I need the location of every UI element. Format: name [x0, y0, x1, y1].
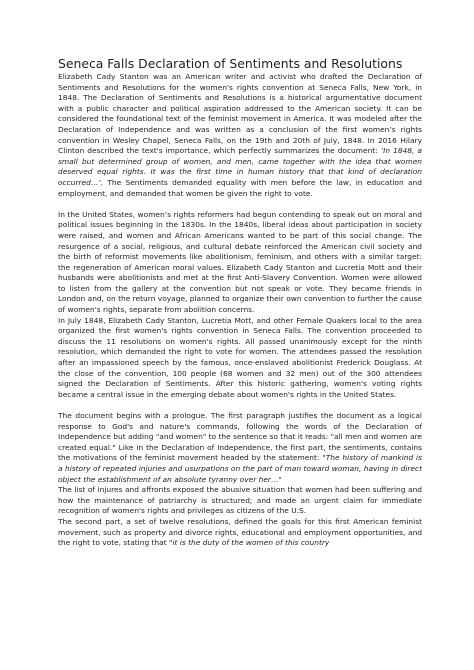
section-gap [58, 400, 422, 411]
text-run: The document begins with a prologue. The first paragraph justifies the document as a logical response to God's and nature's commands, following the words of the Declaration of Independence but adding "and women" to the sentence so that it reads: "all men and women are created equal." Like in the Declaration of Independence, the first part, the sentiments, contains the motivations of the feminist movement headed by the statement: [58, 411, 422, 463]
text-run: Elizabeth Cady Stanton was an American writer and activist who drafted the Declaration of Sentiments and Resolutions for the women's rights convention at Seneca Falls, New York, in 1848. The Declaration of Sentiments and Resolutions is a historical argumentative document with a public character and political aspiration addressed to the American society. It can be considered the foundational text of the feminist movement in America. It was modeled after the Declaration of Independence and was written as a conclusion of the first women’s rights convention in Wesley Chapel, Seneca Falls, on the 19th and 20th of July, 1848. In 2016 Hilary Clinton described the text's importance, which perfectly summarizes the document: [58, 72, 422, 156]
paragraph [58, 485, 422, 517]
paragraph [58, 411, 422, 485]
paragraph [58, 72, 422, 199]
text-run: In July 1848, Elizabeth Cady Stanton, Lucretia Mott, and other Female Quakers local to the area organized the first women's rights convention in Seneca Falls. The convention proceeded to discuss the 11 resolutions on women's rights. All passed unanimously except for the ninth resolution, which demanded the right to vote for women. The attendees passed the resolution after an impassioned speech by the famous, once-enslaved abolitionist Frederick Douglass. At the close of the convention, 100 people (68 women and 32 men) out of the 300 attendees signed the Declaration of Sentiments. After this historic gathering, women's voting rights became a central issue in the emerging debate about women's rights in the United States. [58, 315, 422, 399]
paragraph [58, 316, 422, 401]
italic-quote: "The history of mankind is a history of repeated injuries and usurpations on the part of man toward woman, having in direct object the establishment of an absolute tyranny over her…" [58, 453, 422, 484]
paragraph [58, 517, 422, 549]
text-run: The Sentiments demanded equality with men before the law, in education and employment, and demanded that women be given the right to vote. [58, 177, 422, 198]
italic-quote: "it is the duty of the women of this country [169, 538, 330, 548]
text-run: The second part, a set of twelve resolutions, defined the goals for this first American feminist movement, such as property and divorce rights, educational and employment opportunities, and the right to vote, stating that [58, 516, 422, 548]
paragraph [58, 210, 422, 316]
document-title: Seneca Falls Declaration of Sentiments and Resolutions [58, 56, 403, 71]
section-gap [58, 199, 422, 210]
italic-quote: ‘In 1848, a small but determined group of women, and men, came together with the idea that women deserved equal rights. It was the first time in human history that that kind of declaration occurred…’. [58, 146, 422, 187]
text-run: The list of injures and affronts exposed the abusive situation that women had been suffering and how the maintenance of patriarchy is structured; and made an urgent claim for immediate recognition of women's rights and privileges as citizens of the U.S. [58, 485, 422, 516]
document-body [58, 72, 422, 549]
text-run: In the United States, women’s rights reformers had begun contending to speak out on moral and political issues beginning in the 1830s. In the 1840s, liberal ideas about participation in society were raised, and women and African Americans wanted to be part of this social change. The resurgence of a social, religious, and cultural debate reinforced the American civil society and the birth of reformist movements like abolitionism, feminism, and others with a similar target: the regeneration of American moral values. Elizabeth Cady Stanton and Lucretia Mott and their husbands were abolitionists and met at the first Anti-Slavery Convention. Women were allowed to listen from the gallery at the convention but not speak or vote. They became friends in London and, on the return voyage, planned to organize their own convention to further the cause of women's rights, separate from abolition concerns. [58, 209, 422, 315]
